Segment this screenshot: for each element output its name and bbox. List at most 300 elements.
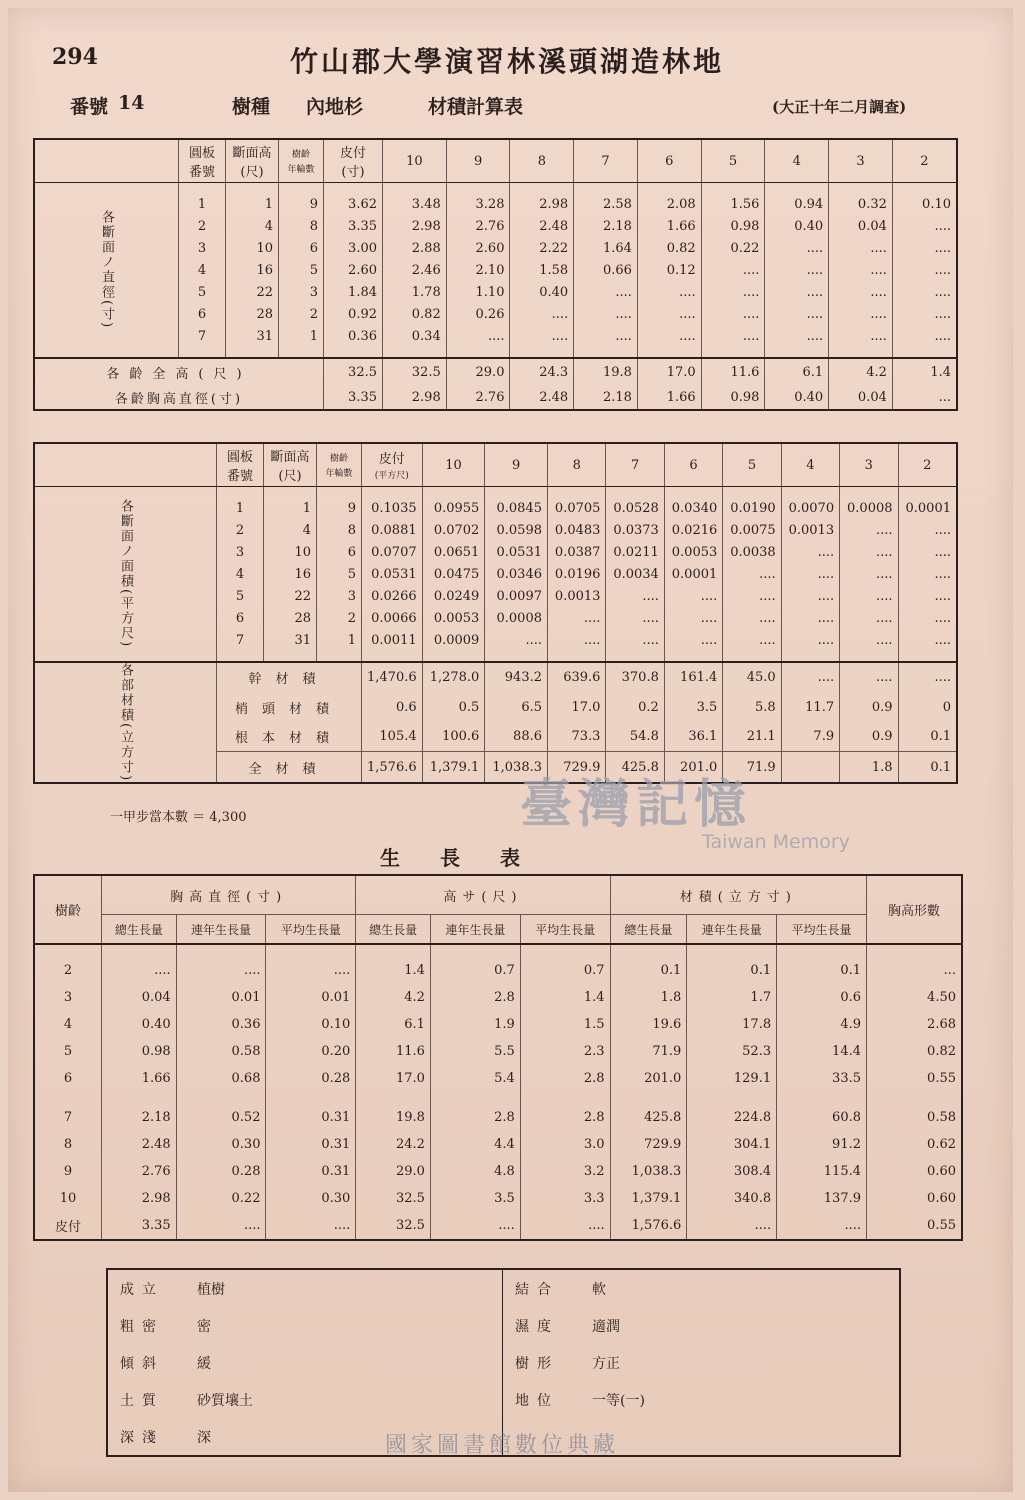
table-cell: 7 <box>179 325 226 347</box>
table-cell: 1.66 <box>637 385 701 410</box>
age-col-header: 10 <box>383 139 447 183</box>
volume-label: 梢頭材積 <box>217 693 362 722</box>
table-cell: 1 <box>226 193 279 215</box>
table-cell: 1.56 <box>701 193 765 215</box>
table-cell: 9 <box>279 193 324 215</box>
table-cell: 0.52 <box>176 1092 266 1131</box>
library-watermark: 國家圖書館數位典藏 <box>385 1433 620 1458</box>
table-cell: 0.12 <box>637 259 701 281</box>
table-cell: 3.35 <box>324 385 383 410</box>
volume-label: 全材積 <box>217 752 362 783</box>
table-cell: .... <box>898 607 957 629</box>
table-row <box>34 1011 962 1038</box>
table-cell: 5 <box>317 563 362 585</box>
table-cell: 201.0 <box>664 752 722 783</box>
table-cell: 0.28 <box>266 1065 356 1092</box>
table-cell: 2.22 <box>510 237 574 259</box>
table-row <box>34 1092 962 1131</box>
table-cell: 19.8 <box>574 358 638 385</box>
table-cell: 4.2 <box>829 358 893 385</box>
table-cell: 0.36 <box>176 1011 266 1038</box>
table-cell: 1 <box>317 629 362 651</box>
table-cell: .... <box>829 281 893 303</box>
table-cell: 0.40 <box>765 215 829 237</box>
table-cell: 17.8 <box>687 1011 777 1038</box>
table-cell: 2.08 <box>637 193 701 215</box>
table-cell: .... <box>723 629 781 651</box>
table-cell: 5 <box>217 585 264 607</box>
age-col-header: 6 <box>664 443 722 487</box>
table-cell: 2.48 <box>102 1131 177 1158</box>
species-name: 內地杉 <box>306 96 364 118</box>
table-cell: 425.8 <box>610 1092 687 1131</box>
growth-table <box>33 874 963 1241</box>
table-cell: 0.0013 <box>781 519 839 541</box>
area-volume-table <box>33 442 958 784</box>
table-cell: 1.4 <box>520 984 610 1011</box>
table-cell: .... <box>574 281 638 303</box>
table-cell: 0.36 <box>324 325 383 347</box>
table-cell: 0.30 <box>176 1131 266 1158</box>
site-key: 粗密 <box>120 1318 164 1335</box>
table-cell: 6.5 <box>485 693 548 722</box>
table-cell: 3.3 <box>520 1185 610 1212</box>
table-cell: .... <box>898 662 957 693</box>
table-cell: 4 <box>179 259 226 281</box>
table-cell: 2.60 <box>446 237 510 259</box>
table-cell: 3 <box>217 541 264 563</box>
table-cell: 1,038.3 <box>610 1158 687 1185</box>
table-cell: 2 <box>279 303 324 325</box>
table-cell: .... <box>781 629 839 651</box>
site-key: 地位 <box>503 1381 581 1418</box>
table-cell: 0.1 <box>898 752 957 783</box>
table-cell: 2.10 <box>446 259 510 281</box>
table-cell: 2 <box>217 519 264 541</box>
table-cell: .... <box>898 629 957 651</box>
table-cell: 0.0702 <box>422 519 485 541</box>
table-cell: 2.88 <box>383 237 447 259</box>
table-cell: .... <box>510 325 574 347</box>
table-cell: 16 <box>226 259 279 281</box>
plot-label: 番號 <box>70 96 109 118</box>
plot-number: 14 <box>118 92 145 114</box>
table-cell: 2 <box>317 607 362 629</box>
bark-header: 皮付(寸) <box>324 139 383 183</box>
table-cell: 0.0008 <box>485 607 548 629</box>
table-cell: 6 <box>279 237 324 259</box>
table-cell: 17.0 <box>637 358 701 385</box>
table-cell: 71.9 <box>610 1038 687 1065</box>
table-cell: .... <box>520 1212 610 1240</box>
table-row <box>34 1185 962 1212</box>
table-cell: 340.8 <box>687 1185 777 1212</box>
age-cell: 3 <box>63 990 73 1005</box>
table-cell: 0.94 <box>765 193 829 215</box>
age-cell: 4 <box>63 1017 73 1032</box>
table-cell: 2.46 <box>383 259 447 281</box>
table-cell: 11.6 <box>701 358 765 385</box>
age-col-header: 8 <box>510 139 574 183</box>
table-cell: .... <box>548 607 606 629</box>
table-cell: 3.5 <box>430 1185 520 1212</box>
age-col-header: 5 <box>723 443 781 487</box>
subheader: 連年生長量 <box>430 915 520 945</box>
table-cell: .... <box>430 1212 520 1240</box>
height-header: 斷面高(尺) <box>226 139 279 183</box>
subheader: 平均生長量 <box>777 915 867 945</box>
table-cell: 0.60 <box>867 1185 963 1212</box>
table-cell: 1.66 <box>102 1065 177 1092</box>
table-cell: 943.2 <box>485 662 548 693</box>
table-name: 材積計算表 <box>428 96 524 118</box>
table-cell: .... <box>510 303 574 325</box>
table-cell: 0.0097 <box>485 585 548 607</box>
table-cell: .... <box>781 585 839 607</box>
table-cell: 0.0008 <box>840 497 898 519</box>
table-cell: 19.8 <box>356 1092 431 1131</box>
table-cell: 0.82 <box>637 237 701 259</box>
table-cell: .... <box>829 325 893 347</box>
age-col-header: 4 <box>781 443 839 487</box>
table-cell: .... <box>176 957 266 984</box>
table-cell: 4.9 <box>777 1011 867 1038</box>
table-cell: 224.8 <box>687 1092 777 1131</box>
table-cell: 2.48 <box>510 215 574 237</box>
table-cell: 9 <box>317 497 362 519</box>
table-cell: 2.68 <box>867 1011 963 1038</box>
table-cell: 105.4 <box>362 722 423 752</box>
table-cell: 137.9 <box>777 1185 867 1212</box>
table-cell: 0.10 <box>892 193 957 215</box>
table-cell: 0.0009 <box>422 629 485 651</box>
age-cell: 皮付 <box>54 1220 81 1235</box>
table-cell: 1,576.6 <box>362 752 423 783</box>
table-cell: 1.8 <box>610 984 687 1011</box>
age-col-header: 7 <box>574 139 638 183</box>
table-cell: 16 <box>264 563 317 585</box>
site-key: 樹形 <box>503 1344 581 1381</box>
table-cell: 0.32 <box>829 193 893 215</box>
site-value: 緩 <box>197 1355 211 1372</box>
age-col-header: 8 <box>548 443 606 487</box>
table-cell: .... <box>664 585 722 607</box>
table-cell: 0.31 <box>266 1158 356 1185</box>
table-cell: 0.04 <box>829 215 893 237</box>
age-col-header: 9 <box>446 139 510 183</box>
table-cell: .... <box>781 662 839 693</box>
table-cell: 308.4 <box>687 1158 777 1185</box>
table-cell: 73.3 <box>548 722 606 752</box>
diameter-table <box>33 138 958 411</box>
table-cell: 4.4 <box>430 1131 520 1158</box>
table-cell: 0.5 <box>422 693 485 722</box>
table-cell: 21.1 <box>723 722 781 752</box>
table-cell: 6 <box>179 303 226 325</box>
table-cell: 0.55 <box>867 1212 963 1240</box>
table-cell: 0.0346 <box>485 563 548 585</box>
age-col-header: 3 <box>829 139 893 183</box>
table-cell: 3.35 <box>102 1212 177 1240</box>
table-cell: .... <box>701 281 765 303</box>
table-cell: 425.8 <box>606 752 664 783</box>
table-cell: 0.62 <box>867 1131 963 1158</box>
table-cell: 1 <box>264 497 317 519</box>
table-cell: .... <box>637 303 701 325</box>
table-cell: .... <box>765 259 829 281</box>
table-cell: 0.66 <box>574 259 638 281</box>
table-cell: 0.0038 <box>723 541 781 563</box>
subheader: 連年生長量 <box>176 915 266 945</box>
site-value: 密 <box>197 1318 211 1335</box>
table-cell: 2.60 <box>324 259 383 281</box>
table-cell: 0.0075 <box>723 519 781 541</box>
table-cell: 0.1 <box>898 722 957 752</box>
table-cell: 2.18 <box>574 215 638 237</box>
age-cell: 6 <box>63 1071 73 1086</box>
table-cell: 1.78 <box>383 281 447 303</box>
table-cell: 1,470.6 <box>362 662 423 693</box>
table-cell: 0.04 <box>102 984 177 1011</box>
table-cell: 24.2 <box>356 1131 431 1158</box>
table-cell: 4 <box>217 563 264 585</box>
table-cell: 32.5 <box>356 1185 431 1212</box>
table-cell: 54.8 <box>606 722 664 752</box>
table-cell: 2.18 <box>102 1092 177 1131</box>
table-row <box>34 1212 962 1240</box>
table-cell: .... <box>606 607 664 629</box>
table-cell: 639.6 <box>548 662 606 693</box>
table-cell: 2 <box>179 215 226 237</box>
table-cell: 33.5 <box>777 1065 867 1092</box>
table-cell: 0.9 <box>840 722 898 752</box>
table-cell: 36.1 <box>664 722 722 752</box>
table-cell: .... <box>701 325 765 347</box>
dbh-label: 各齡胸高直徑(寸) <box>114 391 244 407</box>
table-cell: 0.7 <box>520 957 610 984</box>
table-cell: 0.40 <box>765 385 829 410</box>
table-cell: 91.2 <box>777 1131 867 1158</box>
disc-header: 圓板番號 <box>217 443 264 487</box>
table-cell: .... <box>606 585 664 607</box>
table-row <box>34 957 962 984</box>
table-cell: 2.58 <box>574 193 638 215</box>
table-cell: 3 <box>317 585 362 607</box>
table-cell: 5 <box>279 259 324 281</box>
site-key: 成立 <box>120 1281 164 1298</box>
table-cell: 0.0211 <box>606 541 664 563</box>
table-cell: 0.0955 <box>422 497 485 519</box>
table-cell: 1 <box>217 497 264 519</box>
age-col-header: 2 <box>898 443 957 487</box>
table-cell: 2.3 <box>520 1038 610 1065</box>
table-cell: .... <box>176 1212 266 1240</box>
species-label: 樹種 <box>232 96 271 118</box>
table-cell: 3.62 <box>324 193 383 215</box>
table-cell: 0.6 <box>362 693 423 722</box>
table-cell: 1,576.6 <box>610 1212 687 1240</box>
table-cell: 0.58 <box>176 1038 266 1065</box>
site-row <box>107 1269 900 1307</box>
table-cell: .... <box>723 563 781 585</box>
table-cell: 1.84 <box>324 281 383 303</box>
table-cell: 2.98 <box>102 1185 177 1212</box>
table-cell: .... <box>723 585 781 607</box>
table-cell: 0.0475 <box>422 563 485 585</box>
age-col-header: 4 <box>765 139 829 183</box>
age-cell: 5 <box>63 1044 73 1059</box>
table-cell: 100.6 <box>422 722 485 752</box>
table-cell: 0.98 <box>701 215 765 237</box>
table-cell: 0.0001 <box>664 563 722 585</box>
table-cell: 3.0 <box>520 1131 610 1158</box>
table-cell: 3.5 <box>664 693 722 722</box>
table-cell: 1.66 <box>637 215 701 237</box>
table-cell: .... <box>892 259 957 281</box>
table-cell: 5.4 <box>430 1065 520 1092</box>
table-cell: 4 <box>264 519 317 541</box>
table-cell: 3 <box>179 237 226 259</box>
table-cell: 10 <box>264 541 317 563</box>
table-cell: 0.30 <box>266 1185 356 1212</box>
table-cell: 60.8 <box>777 1092 867 1131</box>
table-row <box>34 984 962 1011</box>
subheader: 總生長量 <box>102 915 177 945</box>
age-col-header: 2 <box>892 139 957 183</box>
table-cell: 4.8 <box>430 1158 520 1185</box>
table-cell: 0.01 <box>266 984 356 1011</box>
table-cell: .... <box>892 303 957 325</box>
table-cell: 0.0013 <box>548 585 606 607</box>
table-cell: 28 <box>264 607 317 629</box>
table-cell: 0.20 <box>266 1038 356 1065</box>
table-cell: 5 <box>179 281 226 303</box>
table-cell: 0.7 <box>430 957 520 984</box>
table-cell: .... <box>829 259 893 281</box>
table-cell: .... <box>898 519 957 541</box>
table-cell: .... <box>606 629 664 651</box>
table-cell: 0.04 <box>829 385 893 410</box>
table-cell: 14.4 <box>777 1038 867 1065</box>
table-cell: 0.82 <box>383 303 447 325</box>
table-cell: 8 <box>317 519 362 541</box>
table-cell: 0.0011 <box>362 629 423 651</box>
table-cell: 2.8 <box>430 1092 520 1131</box>
age-rings-header: 樹齡 年輪數 <box>279 139 324 183</box>
table-cell: 11.6 <box>356 1038 431 1065</box>
table-cell: 7.9 <box>781 722 839 752</box>
table-cell: 0.68 <box>176 1065 266 1092</box>
table-cell: 1.8 <box>840 752 898 783</box>
table-cell: 0.0001 <box>898 497 957 519</box>
age-header: 樹齡 <box>34 875 102 944</box>
table-cell: 0.01 <box>176 984 266 1011</box>
table-cell: 0.9 <box>840 693 898 722</box>
table-cell: 1.4 <box>356 957 431 984</box>
subheader: 平均生長量 <box>520 915 610 945</box>
table-cell: 0.55 <box>867 1065 963 1092</box>
table-cell: .... <box>701 303 765 325</box>
table-cell: 1,038.3 <box>485 752 548 783</box>
site-value: 深 <box>197 1429 211 1446</box>
table-cell: .... <box>892 281 957 303</box>
table-cell: 0.40 <box>510 281 574 303</box>
table-cell: 2.8 <box>520 1092 610 1131</box>
site-value: 適潤 <box>592 1318 620 1335</box>
table-cell: 1,379.1 <box>610 1185 687 1212</box>
table-cell: 0.0070 <box>781 497 839 519</box>
table-cell: 2.48 <box>510 385 574 410</box>
table-cell: 161.4 <box>664 662 722 693</box>
site-value: 砂質壤土 <box>197 1392 253 1409</box>
volume-group-label: 各部材積(立方寸) <box>34 662 217 783</box>
table-cell: 115.4 <box>777 1158 867 1185</box>
table-cell: 1.4 <box>892 358 957 385</box>
table-cell: 6 <box>217 607 264 629</box>
table-cell: 0.0845 <box>485 497 548 519</box>
group-header: 胸高直徑(寸) <box>102 875 356 915</box>
age-col-header: 5 <box>701 139 765 183</box>
age-col-header: 9 <box>485 443 548 487</box>
table-cell: 32.5 <box>356 1212 431 1240</box>
table-cell: .... <box>664 629 722 651</box>
table-cell: 201.0 <box>610 1065 687 1092</box>
table-cell: .... <box>840 629 898 651</box>
table-cell: 2.8 <box>520 1065 610 1092</box>
table-cell: 2.18 <box>574 385 638 410</box>
volume-row <box>34 662 957 693</box>
table-cell: .... <box>765 237 829 259</box>
table-cell: 11.7 <box>781 693 839 722</box>
table-cell: 1,278.0 <box>422 662 485 693</box>
subheader: 平均生長量 <box>266 915 356 945</box>
site-key: 濕度 <box>503 1307 581 1344</box>
table-cell: .... <box>723 607 781 629</box>
site-key: 傾斜 <box>120 1355 164 1372</box>
table-cell: 6.1 <box>765 358 829 385</box>
table-cell: 0.58 <box>867 1092 963 1131</box>
table-cell: .... <box>781 607 839 629</box>
table-cell: 0.28 <box>176 1158 266 1185</box>
table-cell: 29.0 <box>446 358 510 385</box>
age-cell: 9 <box>63 1164 73 1179</box>
table-cell: 729.9 <box>610 1131 687 1158</box>
form-factor-header: 胸高形數 <box>867 875 963 944</box>
table-cell: .... <box>548 629 606 651</box>
table-cell: 0.0707 <box>362 541 423 563</box>
table-cell: 0.22 <box>701 237 765 259</box>
table-cell: 729.9 <box>548 752 606 783</box>
disc-header: 圓板番號 <box>179 139 226 183</box>
table-cell: .... <box>840 519 898 541</box>
table-cell: 129.1 <box>687 1065 777 1092</box>
table-cell: 24.3 <box>510 358 574 385</box>
table-cell: .... <box>765 303 829 325</box>
table-cell: 0.1 <box>777 957 867 984</box>
table-cell: 0.92 <box>324 303 383 325</box>
site-row <box>107 1307 900 1344</box>
table-cell: ... <box>892 385 957 410</box>
subheader: 總生長量 <box>610 915 687 945</box>
age-cell: 8 <box>63 1137 73 1152</box>
watermark-en: Taiwan Memory <box>702 831 850 853</box>
age-col-header: 10 <box>422 443 485 487</box>
table-cell: 2.76 <box>102 1158 177 1185</box>
table-cell: 0.34 <box>383 325 447 347</box>
table-cell: 0.98 <box>102 1038 177 1065</box>
group-header: 高サ(尺) <box>356 875 610 915</box>
taiwan-memory-watermark <box>520 762 850 853</box>
